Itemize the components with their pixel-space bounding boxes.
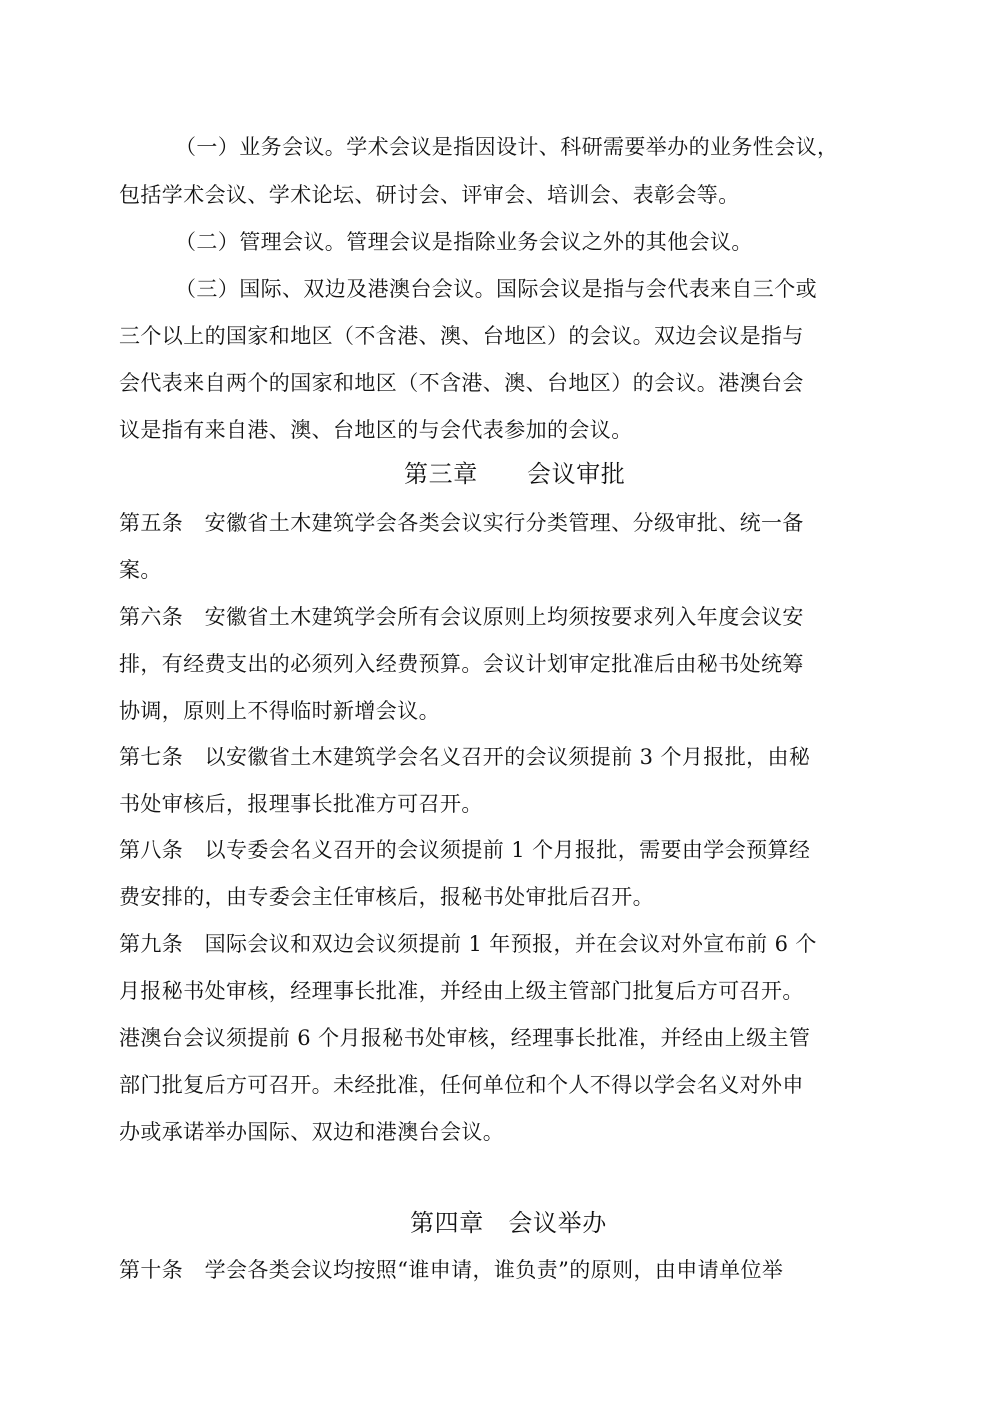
paragraph-line: 包括学术会议、学术论坛、研讨会、评审会、培训会、表彰会等。	[119, 183, 740, 207]
paragraph-line: （二）管理会议。管理会议是指除业务会议之外的其他会议。	[175, 230, 753, 254]
paragraph-line: 协调，原则上不得临时新增会议。	[119, 699, 440, 723]
paragraph-line: 第八条 以专委会名义召开的会议须提前 1 个月报批，需要由学会预算经	[119, 838, 811, 862]
paragraph-line: 第六条 安徽省土木建筑学会所有会议原则上均须按要求列入年度会议安	[119, 605, 804, 629]
paragraph-line: （一）业务会议。学术会议是指因设计、科研需要举办的业务性会议，	[175, 135, 839, 159]
paragraph-line: 第九条 国际会议和双边会议须提前 1 年预报，并在会议对外宣布前 6 个	[119, 932, 817, 956]
paragraph-line: 排，有经费支出的必须列入经费预算。会议计划审定批准后由秘书处统筹	[119, 652, 804, 676]
paragraph-line: 第五条 安徽省土木建筑学会各类会议实行分类管理、分级审批、统一备	[119, 511, 804, 535]
paragraph-line: 案。	[119, 558, 162, 582]
chapter-heading: 第四章 会议举办	[410, 1209, 607, 1237]
paragraph-line: 三个以上的国家和地区（不含港、澳、台地区）的会议。双边会议是指与	[119, 324, 804, 348]
paragraph-line: 议是指有来自港、澳、台地区的与会代表参加的会议。	[119, 418, 633, 442]
paragraph-line: 书处审核后，报理事长批准方可召开。	[119, 792, 483, 816]
paragraph-line: 部门批复后方可召开。未经批准，任何单位和个人不得以学会名义对外申	[119, 1073, 804, 1097]
paragraph-line: 第七条 以安徽省土木建筑学会名义召开的会议须提前 3 个月报批，由秘	[119, 745, 811, 769]
chapter-heading: 第三章 会议审批	[404, 460, 626, 488]
paragraph-line: 费安排的，由专委会主任审核后，报秘书处审批后召开。	[119, 885, 654, 909]
paragraph-line: 会代表来自两个的国家和地区（不含港、澳、台地区）的会议。港澳台会	[119, 371, 804, 395]
paragraph-line: 港澳台会议须提前 6 个月报秘书处审核，经理事长批准，并经由上级主管	[119, 1026, 811, 1050]
paragraph-line: （三）国际、双边及港澳台会议。国际会议是指与会代表来自三个或	[175, 277, 817, 301]
paragraph-line: 月报秘书处审核，经理事长批准，并经由上级主管部门批复后方可召开。	[119, 979, 804, 1003]
paragraph-line: 第十条 学会各类会议均按照“谁申请，谁负责”的原则，由申请单位举	[119, 1258, 784, 1282]
paragraph-line: 办或承诺举办国际、双边和港澳台会议。	[119, 1120, 505, 1144]
